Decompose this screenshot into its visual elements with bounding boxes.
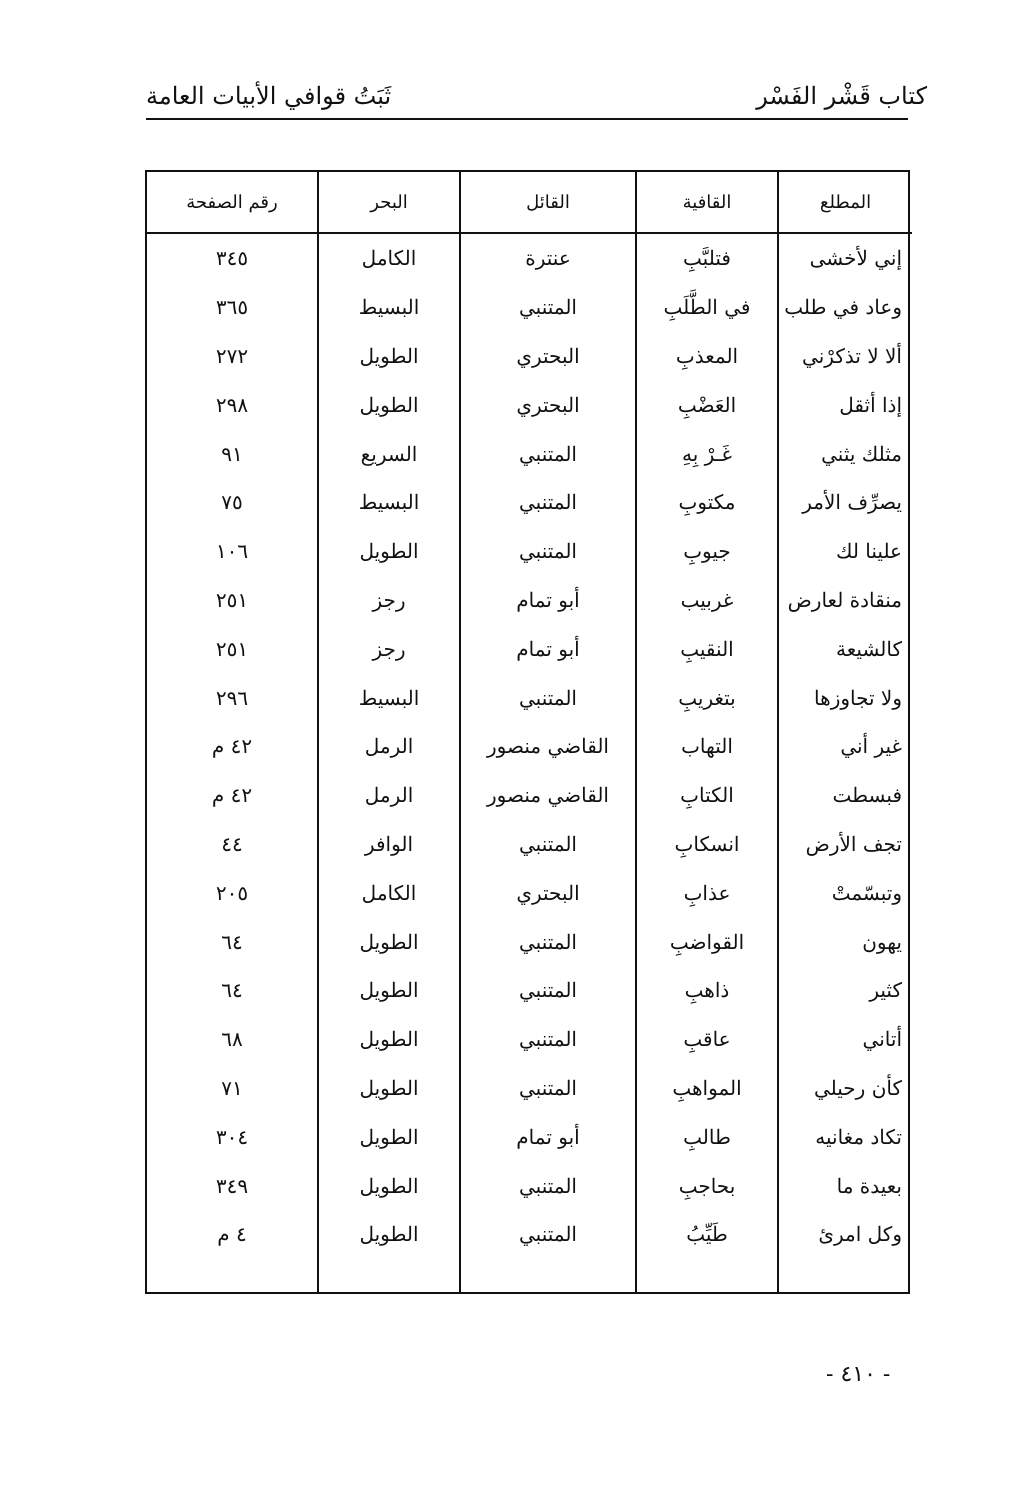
opening-cell: وتبسّمتْ	[778, 868, 912, 917]
table-row	[147, 624, 912, 673]
spacer-cell	[636, 1259, 778, 1292]
column-header-meter: البحر	[318, 172, 460, 233]
spacer-cell	[778, 1259, 912, 1292]
table-row	[147, 233, 912, 283]
column-header-poet: القائل	[460, 172, 636, 233]
rhyme-cell: غربيب	[636, 576, 778, 625]
header-divider	[146, 118, 908, 120]
opening-cell: كثير	[778, 966, 912, 1015]
opening-cell: ولا تجاوزها	[778, 673, 912, 722]
poet-cell: البحتري	[460, 380, 636, 429]
rhyme-cell: الكتابِ	[636, 771, 778, 820]
page-cell: ٣٤٥	[215, 246, 249, 271]
page-cell: ٢٥١	[215, 587, 249, 612]
meter-cell: الطويل	[318, 1112, 460, 1161]
opening-cell: كأن رحيلي	[778, 1064, 912, 1113]
page-cell: ٣٠٤	[215, 1124, 249, 1149]
meter-cell: البسيط	[318, 478, 460, 527]
opening-cell: مثلك يثني	[778, 429, 912, 478]
poet-cell: المتنبي	[460, 917, 636, 966]
page-cell: ٧٥	[221, 490, 243, 515]
table-row	[147, 380, 912, 429]
rhyme-cell: القواضبِ	[636, 917, 778, 966]
page-cell: ٤ م	[217, 1222, 247, 1247]
meter-cell: الكامل	[318, 868, 460, 917]
poet-cell: المتنبي	[460, 283, 636, 332]
table-bottom-spacer	[147, 1259, 912, 1292]
opening-cell: منقادة لعارض	[778, 576, 912, 625]
page-cell: ٦٤	[221, 978, 243, 1003]
meter-cell: الطويل	[318, 1015, 460, 1064]
table-row	[147, 1112, 912, 1161]
opening-cell: ألا لا تذكرْني	[778, 332, 912, 381]
opening-cell: تكاد مغانيه	[778, 1112, 912, 1161]
page-cell: ٦٨	[221, 1027, 243, 1052]
table-row	[147, 429, 912, 478]
poet-cell: المتنبي	[460, 1161, 636, 1210]
meter-cell: الرمل	[318, 771, 460, 820]
poet-cell: المتنبي	[460, 1064, 636, 1113]
table-row	[147, 1161, 912, 1210]
page-cell: ١٠٦	[215, 539, 249, 564]
poet-cell: المتنبي	[460, 673, 636, 722]
poet-cell: أبو تمام	[460, 1112, 636, 1161]
opening-cell: إني لأخشى	[778, 233, 912, 283]
meter-cell: الطويل	[318, 966, 460, 1015]
table-row	[147, 868, 912, 917]
rhyme-cell: غَـرْ بِهِ	[636, 429, 778, 478]
page-cell: ٤٢ م	[211, 783, 253, 808]
meter-cell: الطويل	[318, 1210, 460, 1259]
table-row	[147, 527, 912, 576]
rhyme-cell: عذابِ	[636, 868, 778, 917]
opening-cell: كالشيعة	[778, 624, 912, 673]
opening-cell: غير أني	[778, 722, 912, 771]
rhyme-cell: النقيبِ	[636, 624, 778, 673]
meter-cell: الطويل	[318, 332, 460, 381]
table-row	[147, 576, 912, 625]
table-row	[147, 283, 912, 332]
page-cell: ٧١	[221, 1075, 243, 1100]
poet-cell: المتنبي	[460, 429, 636, 478]
page-cell: ٣٤٩	[215, 1173, 249, 1198]
meter-cell: الطويل	[318, 1161, 460, 1210]
spacer-cell	[147, 1259, 318, 1292]
poet-cell: المتنبي	[460, 820, 636, 869]
rhyme-index-table-frame	[145, 170, 910, 1294]
table-row	[147, 771, 912, 820]
meter-cell: الطويل	[318, 1064, 460, 1113]
page-cell: ٢٩٨	[215, 392, 249, 417]
page-cell: ٩١	[221, 441, 243, 466]
rhyme-cell: طالبِ	[636, 1112, 778, 1161]
table-row	[147, 917, 912, 966]
opening-cell: يصرِّف الأمر	[778, 478, 912, 527]
rhyme-cell: عاقبِ	[636, 1015, 778, 1064]
meter-cell: الطويل	[318, 917, 460, 966]
poet-cell: أبو تمام	[460, 624, 636, 673]
page-number: - ٤١٠ -	[826, 1362, 891, 1387]
meter-cell: الوافر	[318, 820, 460, 869]
rhyme-cell: انسكابِ	[636, 820, 778, 869]
opening-cell: فبسطت	[778, 771, 912, 820]
meter-cell: الطويل	[318, 380, 460, 429]
opening-cell: إذا أثقل	[778, 380, 912, 429]
rhyme-cell: التهاب	[636, 722, 778, 771]
poet-cell: البحتري	[460, 868, 636, 917]
rhyme-cell: المعذبِ	[636, 332, 778, 381]
poet-cell: المتنبي	[460, 1210, 636, 1259]
column-header-rhyme: القافية	[636, 172, 778, 233]
meter-cell: رجز	[318, 624, 460, 673]
meter-cell: البسيط	[318, 673, 460, 722]
page-cell: ٣٦٥	[215, 295, 249, 320]
opening-cell: وكل امرئ	[778, 1210, 912, 1259]
page-cell: ٤٤	[221, 831, 243, 856]
poet-cell: أبو تمام	[460, 576, 636, 625]
poet-cell: القاضي منصور	[460, 722, 636, 771]
table-row	[147, 673, 912, 722]
table-row	[147, 820, 912, 869]
section-title: ثَبَتُ قوافي الأبيات العامة	[146, 82, 392, 110]
table-row	[147, 332, 912, 381]
column-header-opening: المطلع	[778, 172, 912, 233]
rhyme-cell: العَضْبِ	[636, 380, 778, 429]
opening-cell: يهون	[778, 917, 912, 966]
opening-cell: تجف الأرض	[778, 820, 912, 869]
rhyme-cell: بحاجبِ	[636, 1161, 778, 1210]
meter-cell: الطويل	[318, 527, 460, 576]
table-header-row	[147, 172, 912, 233]
poet-cell: البحتري	[460, 332, 636, 381]
spacer-cell	[318, 1259, 460, 1292]
table-row	[147, 722, 912, 771]
table-row	[147, 1210, 912, 1259]
opening-cell: أتاني	[778, 1015, 912, 1064]
column-header-page-number: رقم الصفحة	[147, 172, 318, 233]
table-row	[147, 966, 912, 1015]
page-cell: ٢٧٢	[215, 343, 249, 368]
rhyme-cell: في الطَّلَبِ	[636, 283, 778, 332]
rhyme-cell: فتلبَّبِ	[636, 233, 778, 283]
spacer-cell	[460, 1259, 636, 1292]
page-cell: ٢٥١	[215, 636, 249, 661]
meter-cell: الكامل	[318, 233, 460, 283]
table-row	[147, 1064, 912, 1113]
rhyme-cell: جيوبِ	[636, 527, 778, 576]
page-cell: ٦٤	[221, 929, 243, 954]
rhyme-cell: طَيِّبُ	[636, 1210, 778, 1259]
rhyme-cell: مكتوبِ	[636, 478, 778, 527]
rhyme-cell: ذاهبِ	[636, 966, 778, 1015]
opening-cell: بعيدة ما	[778, 1161, 912, 1210]
page-cell: ٤٢ م	[211, 734, 253, 759]
page-cell: ٢٠٥	[215, 880, 249, 905]
page-cell: ٢٩٦	[215, 685, 249, 710]
meter-cell: رجز	[318, 576, 460, 625]
table-row	[147, 478, 912, 527]
poet-cell: القاضي منصور	[460, 771, 636, 820]
poet-cell: المتنبي	[460, 966, 636, 1015]
rhyme-index-table	[147, 172, 912, 1292]
poet-cell: المتنبي	[460, 478, 636, 527]
poet-cell: عنترة	[460, 233, 636, 283]
rhyme-cell: المواهبِ	[636, 1064, 778, 1113]
table-row	[147, 1015, 912, 1064]
opening-cell: وعاد في طلب	[778, 283, 912, 332]
rhyme-cell: بتغريبِ	[636, 673, 778, 722]
meter-cell: الرمل	[318, 722, 460, 771]
poet-cell: المتنبي	[460, 1015, 636, 1064]
book-title: كتاب قَشْر الفَسْر	[756, 82, 927, 110]
opening-cell: علينا لك	[778, 527, 912, 576]
meter-cell: البسيط	[318, 283, 460, 332]
poet-cell: المتنبي	[460, 527, 636, 576]
meter-cell: السريع	[318, 429, 460, 478]
table-body	[147, 233, 912, 1292]
